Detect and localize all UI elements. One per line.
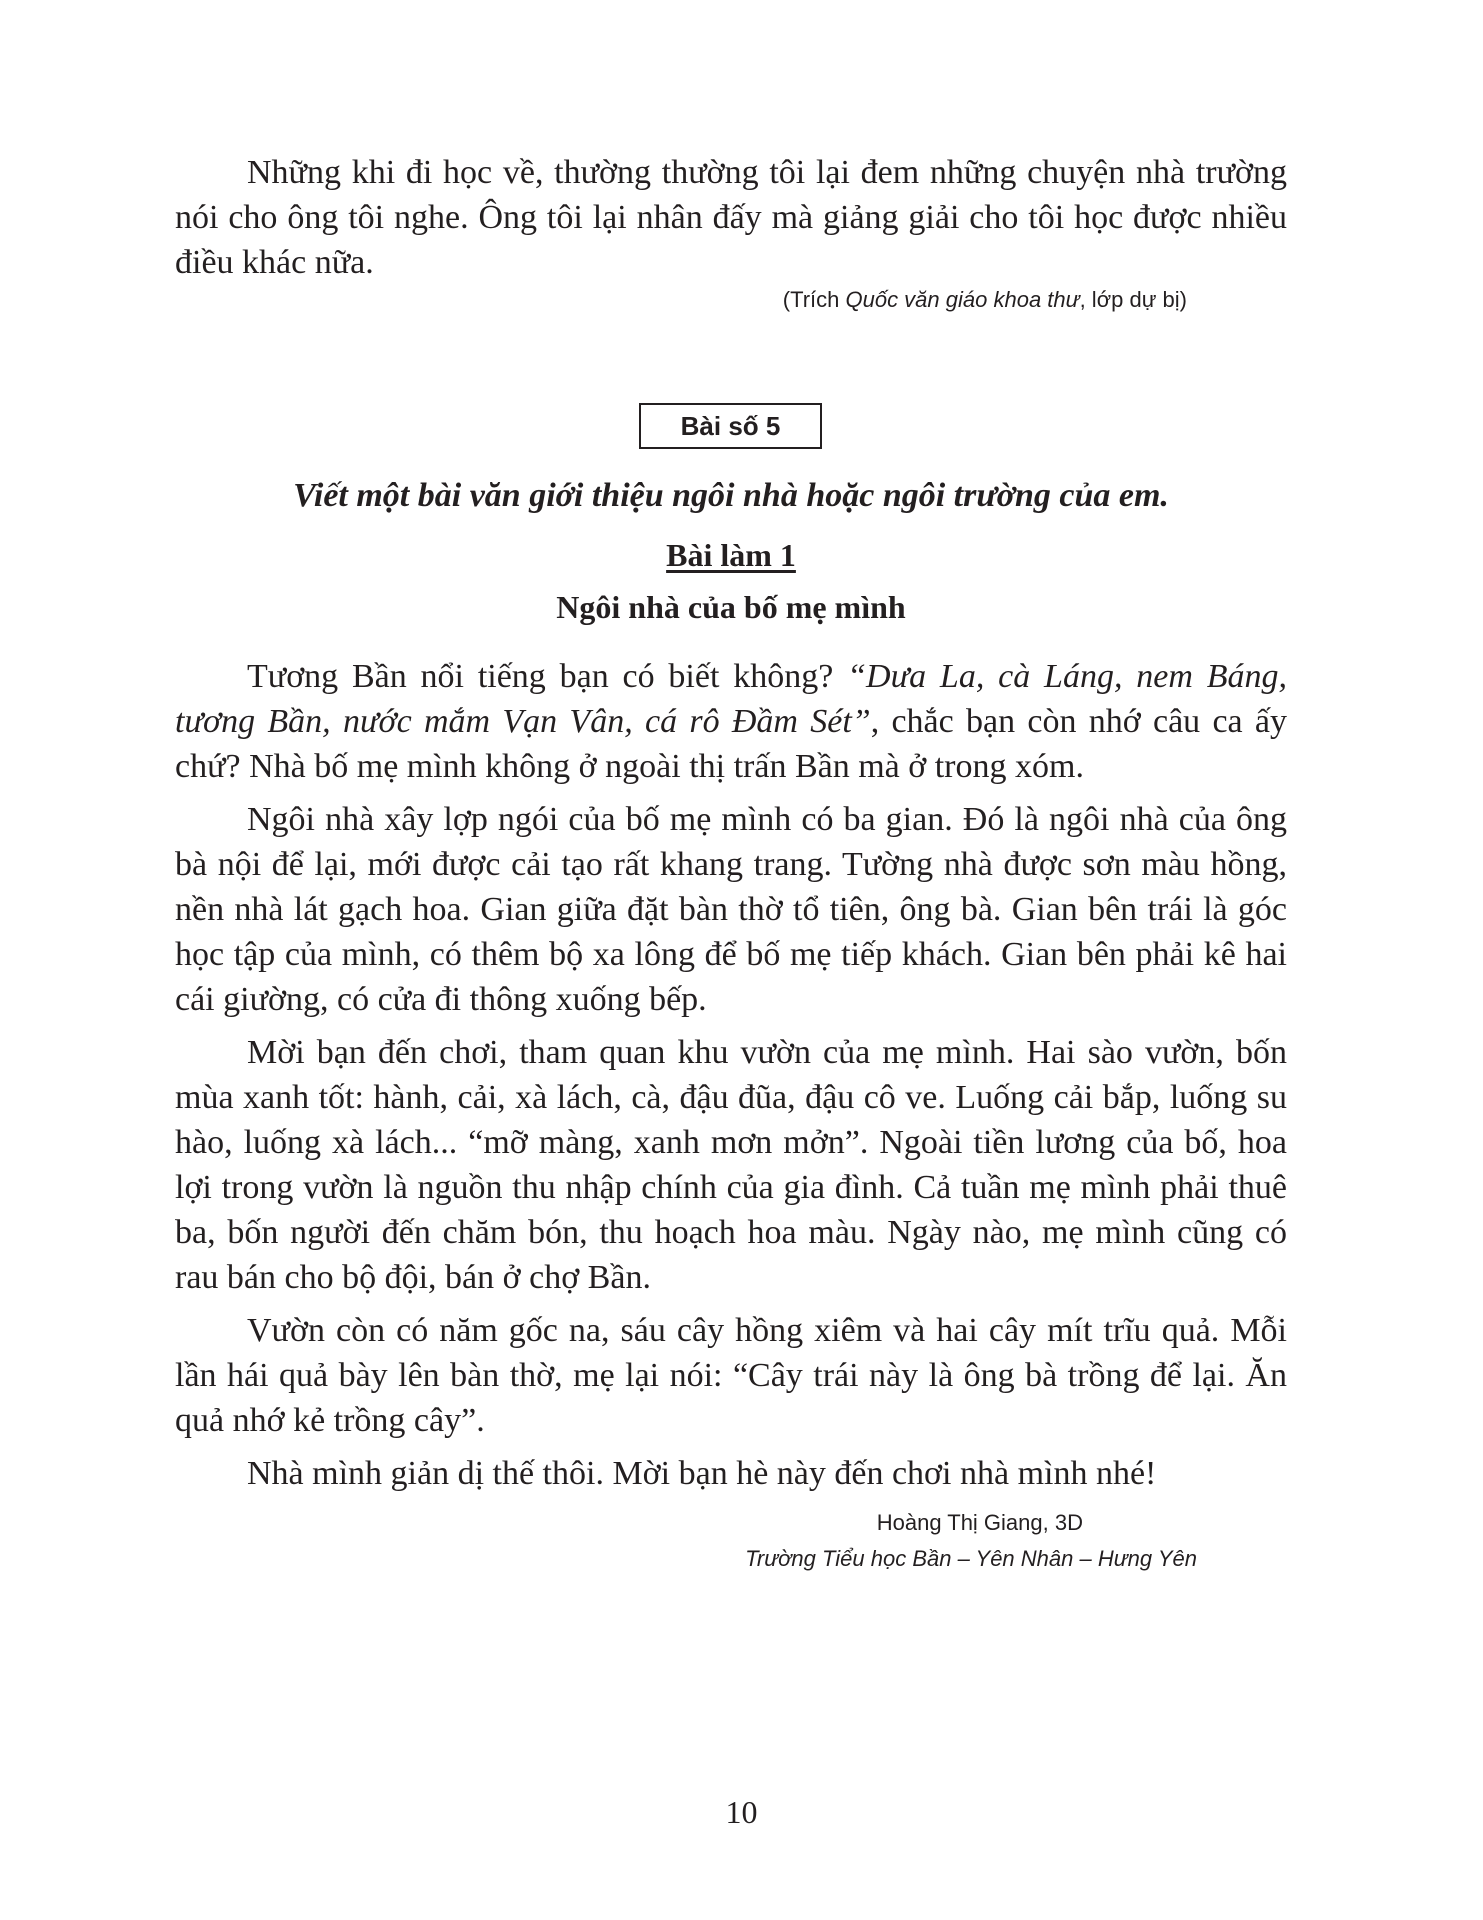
source-title: Quốc văn giáo khoa thư <box>845 287 1080 312</box>
intro-section <box>175 150 1287 285</box>
essay-paragraph-2: Ngôi nhà xây lợp ngói của bố mẹ mình có ba gian. Đó là ngôi nhà của ông bà nội để lại, mới được cải tạo rất khang trang. Tường nhà được sơn màu hồng, nền nhà lát gạch hoa. Gian giữa đặt bàn thờ tổ tiên, ông bà. Gian bên trái là góc học tập của mình, có thêm bộ xa lông để bố mẹ tiếp khách. Gian bên phải kê hai cái giường, có cửa đi thông xuống bếp. <box>175 801 1287 1018</box>
author-school: Trường Tiểu học Bần – Yên Nhân – Hưng Yên <box>745 1546 1197 1571</box>
p1-start: Tương Bần nổi tiếng bạn có biết không? <box>247 658 848 695</box>
essay-body <box>175 654 1287 1504</box>
exercise-prompt: Viết một bài văn giới thiệu ngôi nhà hoặc ngôi trường của em. <box>293 477 1169 514</box>
essay-paragraph-1 <box>175 654 1287 789</box>
source-prefix: (Trích <box>782 287 846 312</box>
exercise-label-box: Bài số 5 <box>639 403 822 449</box>
page-number: 10 <box>725 1794 758 1830</box>
essay-paragraph-5: Nhà mình giản dị thế thôi. Mời bạn hè này đến chơi nhà mình nhé! <box>247 1455 1157 1492</box>
intro-paragraph: Những khi đi học về, thường thường tôi lại đem những chuyện nhà trường nói cho ông tôi nghe. Ông tôi lại nhân đấy mà giảng giải cho tôi học được nhiều điều khác nữa. <box>175 154 1287 281</box>
source-suffix: , lớp dự bị) <box>1079 287 1187 312</box>
essay-title: Ngôi nhà của bố mẹ mình <box>556 589 906 625</box>
intro-source-citation <box>783 285 1187 315</box>
essay-label-text: Bài làm 1 <box>666 537 796 573</box>
p1-quote: “Dưa La, cà Láng, nem Báng, tương Bần, nước mắm Vạn Vân, cá rô Đầm Sét” <box>175 658 1287 740</box>
essay-paragraph-4: Vườn còn có năm gốc na, sáu cây hồng xiêm và hai cây mít trĩu quả. Mỗi lần hái quả bày lên bàn thờ, mẹ lại nói: “Cây trái này là ông bà trồng để lại. Ăn quả nhớ kẻ trồng cây”. <box>175 1312 1287 1439</box>
essay-paragraph-3: Mời bạn đến chơi, tham quan khu vườn của mẹ mình. Hai sào vườn, bốn mùa xanh tốt: hành, cải, xà lách, cà, đậu đũa, đậu cô ve. Luống cải bắp, luống su hào, luống xà lách... “mỡ màng, xanh mơn mởn”. Ngoài tiền lương của bố, hoa lợi trong vườn là nguồn thu nhập chính của gia đình. Cả tuần mẹ mình phải thuê ba, bốn người đến chăm bón, thu hoạch hoa màu. Ngày nào, mẹ mình cũng có rau bán cho bộ đội, bán ở chợ Bần. <box>175 1034 1287 1296</box>
p1-end: , chắc bạn còn nhớ câu ca ấy chứ? Nhà bố mẹ mình không ở ngoài thị trấn Bần mà ở trong xóm. <box>175 703 1287 785</box>
author-signature: Hoàng Thị Giang, 3D <box>876 1510 1083 1535</box>
essay-label <box>175 533 1287 577</box>
